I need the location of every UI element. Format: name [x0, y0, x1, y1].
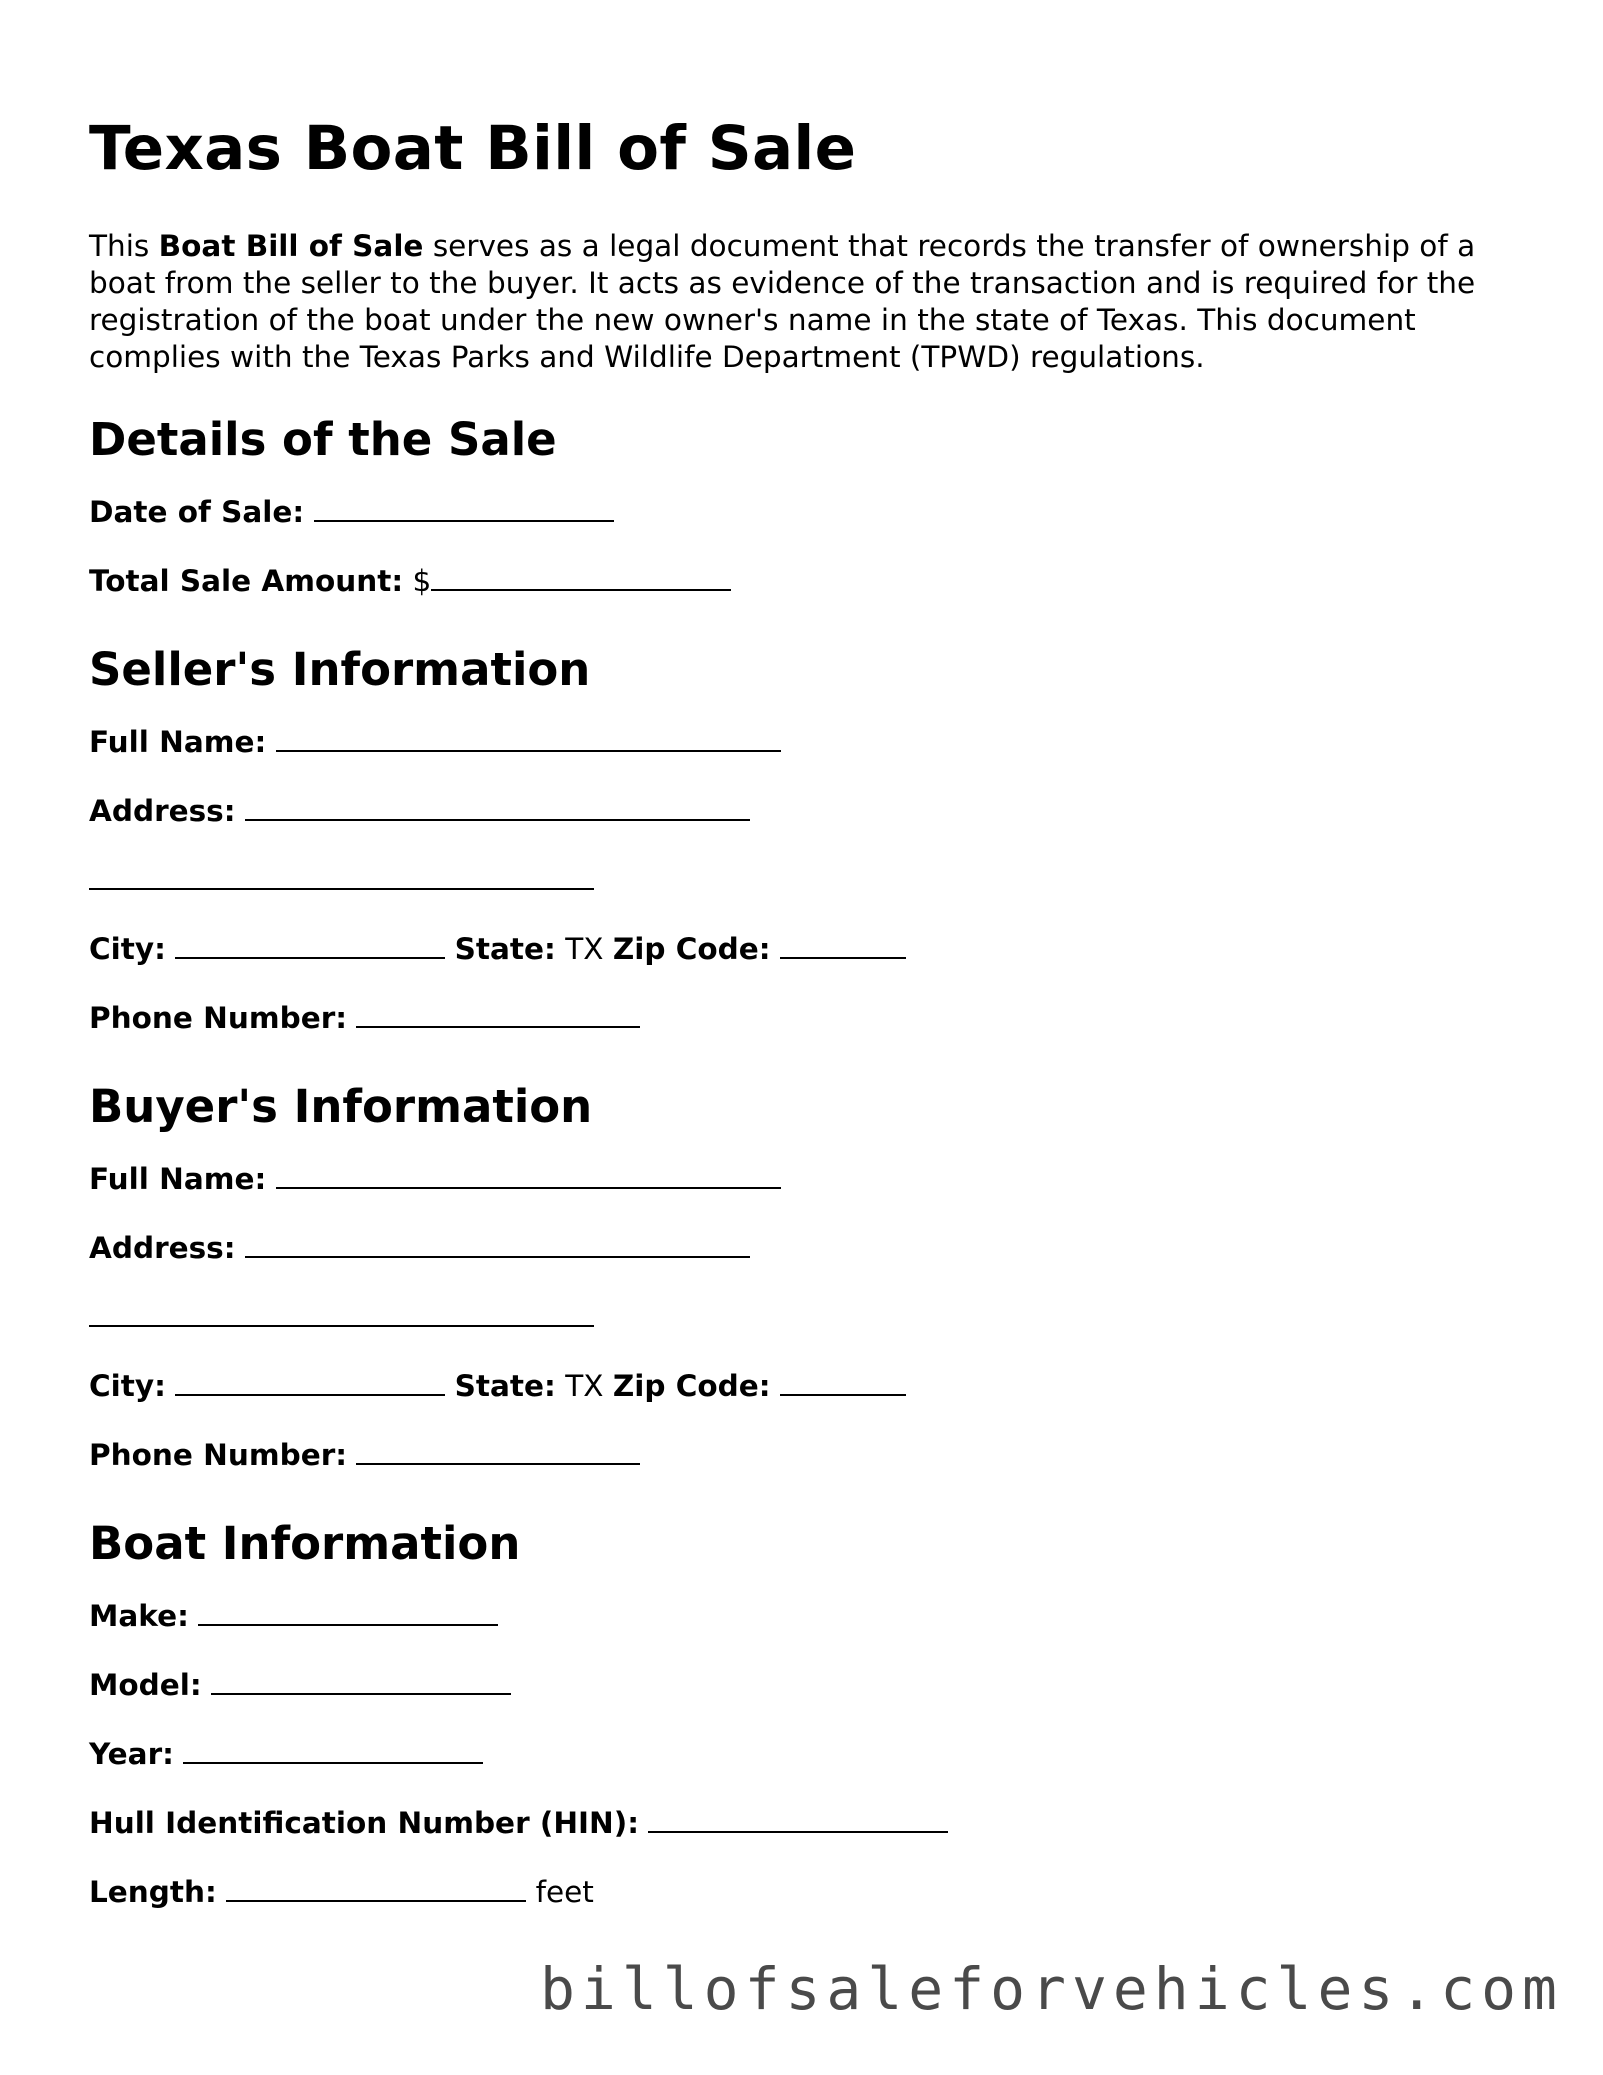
boat-length-field: [89, 1872, 1529, 1909]
intro-paragraph: [89, 228, 1529, 376]
buyer-state-value: TX: [565, 1369, 604, 1403]
boat-length-blank[interactable]: [226, 1872, 526, 1902]
document-title: Texas Boat Bill of Sale: [89, 113, 857, 184]
buyer-zip-blank[interactable]: [780, 1366, 906, 1396]
boat-model-blank[interactable]: [211, 1665, 511, 1695]
boat-year-field: [89, 1734, 1529, 1771]
boat-hin-blank[interactable]: [648, 1803, 948, 1833]
buyer-phone-field: [89, 1435, 1529, 1472]
total-sale-amount-field: [89, 561, 1529, 598]
seller-address-blank-2[interactable]: [89, 860, 594, 890]
boat-make-field: [89, 1596, 1529, 1633]
currency-symbol: $: [412, 564, 432, 598]
buyer-name-blank[interactable]: [276, 1159, 781, 1189]
boat-model-field: [89, 1665, 1529, 1702]
buyer-city-label: City:: [89, 1369, 166, 1403]
buyer-heading: Buyer's Information: [89, 1080, 593, 1133]
seller-state-label: State:: [454, 932, 556, 966]
buyer-city-state-zip-field: [89, 1366, 1529, 1403]
boat-length-label: Length:: [89, 1875, 217, 1909]
seller-address-line-2: [89, 860, 1529, 897]
date-of-sale-blank[interactable]: [314, 492, 614, 522]
seller-address-field: [89, 791, 1529, 828]
seller-address-blank[interactable]: [245, 791, 750, 821]
boat-hin-label: Hull Identification Number (HIN):: [89, 1806, 639, 1840]
buyer-name-label: Full Name:: [89, 1162, 267, 1196]
boat-year-label: Year:: [89, 1737, 174, 1771]
intro-lead: This: [89, 229, 159, 263]
seller-address-label: Address:: [89, 794, 236, 828]
seller-phone-label: Phone Number:: [89, 1001, 348, 1035]
boat-model-label: Model:: [89, 1668, 202, 1702]
seller-phone-blank[interactable]: [356, 998, 640, 1028]
buyer-address-blank-2[interactable]: [89, 1297, 594, 1327]
seller-zip-label: Zip Code:: [612, 932, 771, 966]
boat-length-unit: feet: [535, 1875, 594, 1909]
watermark-text: billofsaleforvehicles.com: [540, 1955, 1563, 2023]
document-page: [89, 110, 1529, 1941]
intro-bold: Boat Bill of Sale: [158, 229, 424, 263]
date-of-sale-field: [89, 492, 1529, 529]
boat-year-blank[interactable]: [183, 1734, 483, 1764]
seller-phone-field: [89, 998, 1529, 1035]
seller-name-field: [89, 722, 1529, 759]
seller-state-value: TX: [565, 932, 604, 966]
buyer-address-line-2: [89, 1297, 1529, 1334]
buyer-phone-blank[interactable]: [356, 1435, 640, 1465]
total-sale-amount-blank[interactable]: [431, 561, 731, 591]
total-sale-amount-label: Total Sale Amount:: [89, 564, 404, 598]
seller-city-label: City:: [89, 932, 166, 966]
seller-name-blank[interactable]: [276, 722, 781, 752]
boat-hin-field: [89, 1803, 1529, 1840]
date-of-sale-label: Date of Sale:: [89, 495, 305, 529]
buyer-address-field: [89, 1228, 1529, 1265]
buyer-state-label: State:: [454, 1369, 556, 1403]
buyer-city-blank[interactable]: [175, 1366, 445, 1396]
intro-rest: serves as a legal document that records the transfer of ownership of a boat from the seller to the buyer. It acts as evidence of the transaction and is required for the registration of the boat under the new owner's name in the state of Texas. This document complies with the Texas Parks and Wildlife Department (TPWD) regulations.: [89, 229, 1476, 374]
boat-make-label: Make:: [89, 1599, 189, 1633]
boat-heading: Boat Information: [89, 1517, 521, 1570]
seller-city-state-zip-field: [89, 929, 1529, 966]
buyer-address-blank[interactable]: [245, 1228, 750, 1258]
sale-heading: Details of the Sale: [89, 413, 557, 466]
seller-city-blank[interactable]: [175, 929, 445, 959]
buyer-phone-label: Phone Number:: [89, 1438, 348, 1472]
seller-heading: Seller's Information: [89, 643, 591, 696]
seller-zip-blank[interactable]: [780, 929, 906, 959]
buyer-address-label: Address:: [89, 1231, 236, 1265]
boat-make-blank[interactable]: [198, 1596, 498, 1626]
seller-name-label: Full Name:: [89, 725, 267, 759]
buyer-name-field: [89, 1159, 1529, 1196]
buyer-zip-label: Zip Code:: [612, 1369, 771, 1403]
